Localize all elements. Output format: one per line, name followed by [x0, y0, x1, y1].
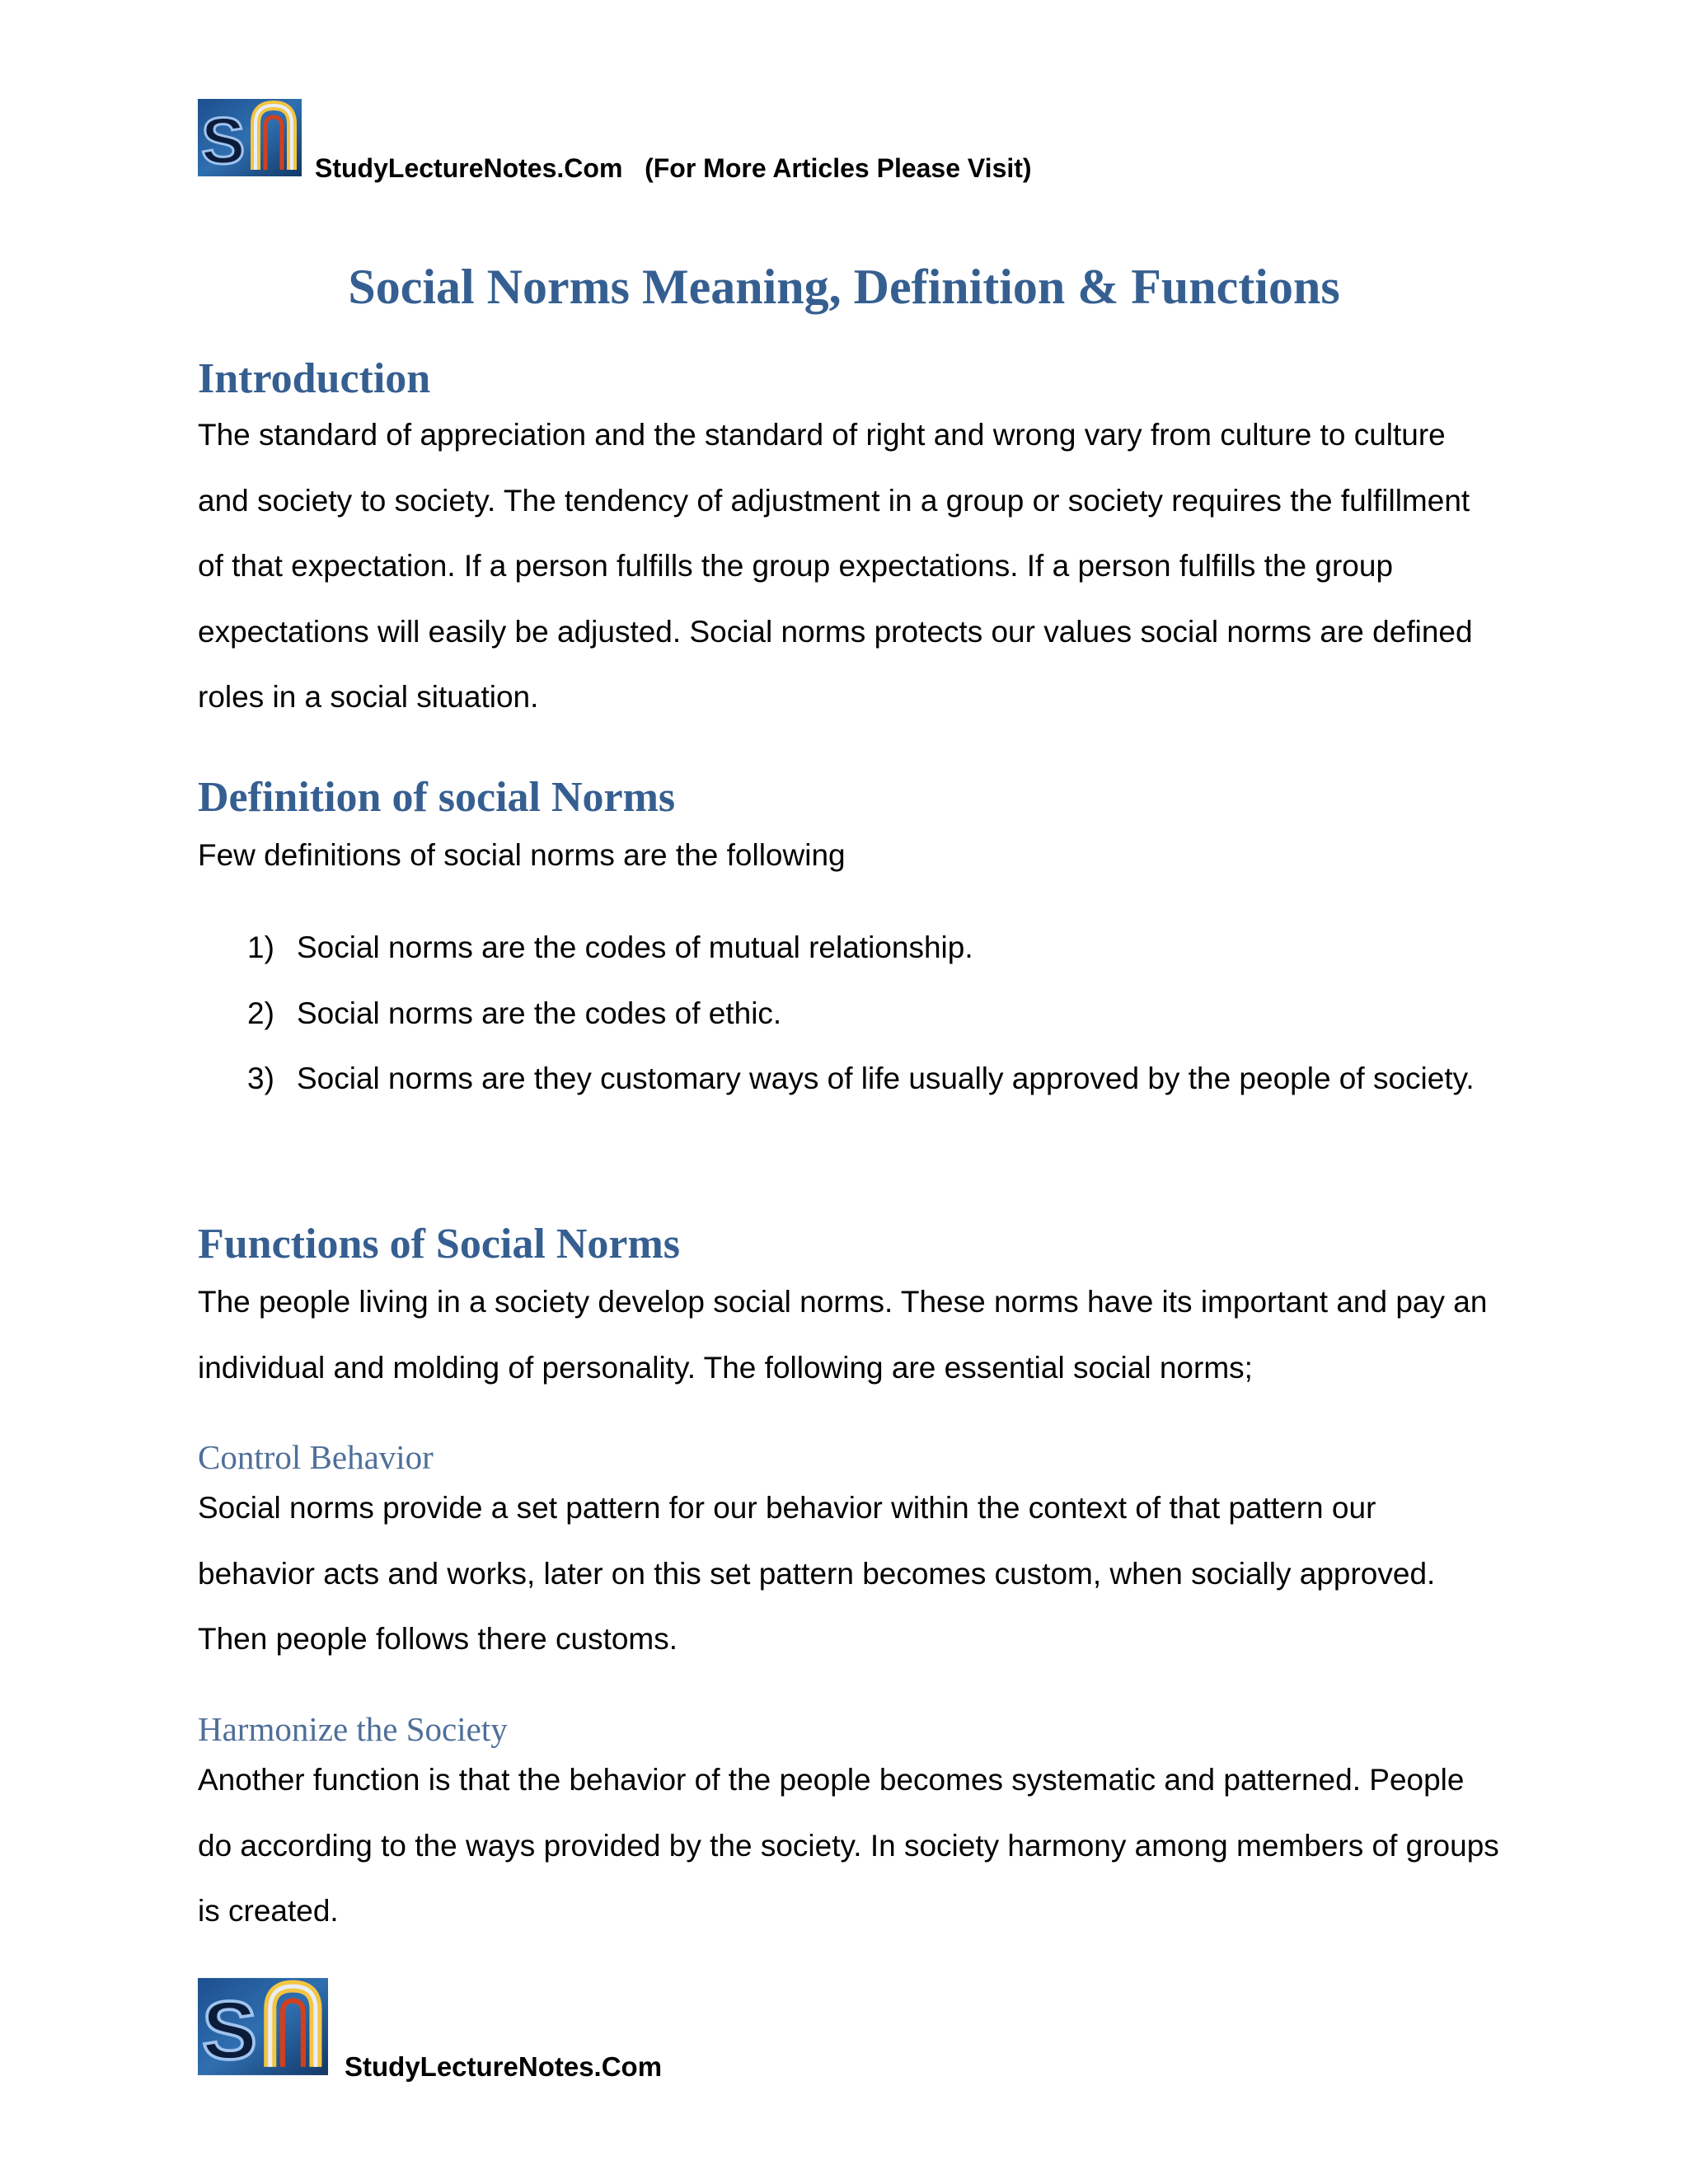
- list-text: Social norms are the codes of ethic.: [297, 996, 782, 1030]
- sq-logo-icon: [198, 99, 302, 176]
- paragraph-harmonize-society: Another function is that the behavior of the people becomes systematic and patterned. People do according to the ways provided by the society. In society harmony among members of groups is created.: [198, 1763, 1499, 1928]
- sq-logo-icon: [198, 1978, 328, 2075]
- list-item: [198, 915, 1500, 981]
- heading-definition: Definition of social Norms: [198, 774, 676, 821]
- list-text: Social norms are they customary ways of life usually approved by the people of society.: [297, 1062, 1475, 1095]
- paragraph-definition-lead: Few definitions of social norms are the following: [198, 838, 846, 872]
- list-text: Social norms are the codes of mutual relationship.: [297, 930, 973, 964]
- paragraph-introduction: The standard of appreciation and the standard of right and wrong vary from culture to culture and society to society. The tendency of adjustment in a group or society requires the fulfillment of that expectation. If a person fulfills the group expectations. If a person fulfills the group expectations will easily be adjusted. Social norms protects our values social norms are defined roles in a social situation.: [198, 418, 1473, 714]
- definition-list: [198, 915, 1500, 1112]
- heading-functions: Functions of Social Norms: [198, 1221, 680, 1268]
- list-number: 3): [247, 1062, 274, 1095]
- list-number: 1): [247, 930, 274, 964]
- paragraph-functions: The people living in a society develop social norms. These norms have its important and pay an individual and molding of personality. The following are essential social norms;: [198, 1285, 1488, 1385]
- header-site[interactable]: StudyLectureNotes.Com: [315, 153, 623, 183]
- svg-text:S: S: [201, 104, 246, 176]
- page-title: Social Norms Meaning, Definition & Functions: [348, 260, 1340, 314]
- header-text: [315, 152, 1032, 185]
- list-item: [198, 1046, 1500, 1112]
- header-note: (For More Articles Please Visit): [645, 153, 1032, 183]
- footer-site[interactable]: StudyLectureNotes.Com: [345, 2051, 663, 2082]
- subheading-control-behavior: Control Behavior: [198, 1438, 434, 1476]
- list-number: 2): [247, 996, 274, 1030]
- subheading-harmonize-society: Harmonize the Society: [198, 1710, 508, 1748]
- svg-text:S: S: [202, 1984, 257, 2075]
- heading-introduction: Introduction: [198, 355, 431, 402]
- list-item: [198, 981, 1500, 1047]
- paragraph-control-behavior: Social norms provide a set pattern for our behavior within the context of that pattern our behavior acts and works, later on this set pattern becomes custom, when socially approved. Then people follows there customs.: [198, 1491, 1436, 1656]
